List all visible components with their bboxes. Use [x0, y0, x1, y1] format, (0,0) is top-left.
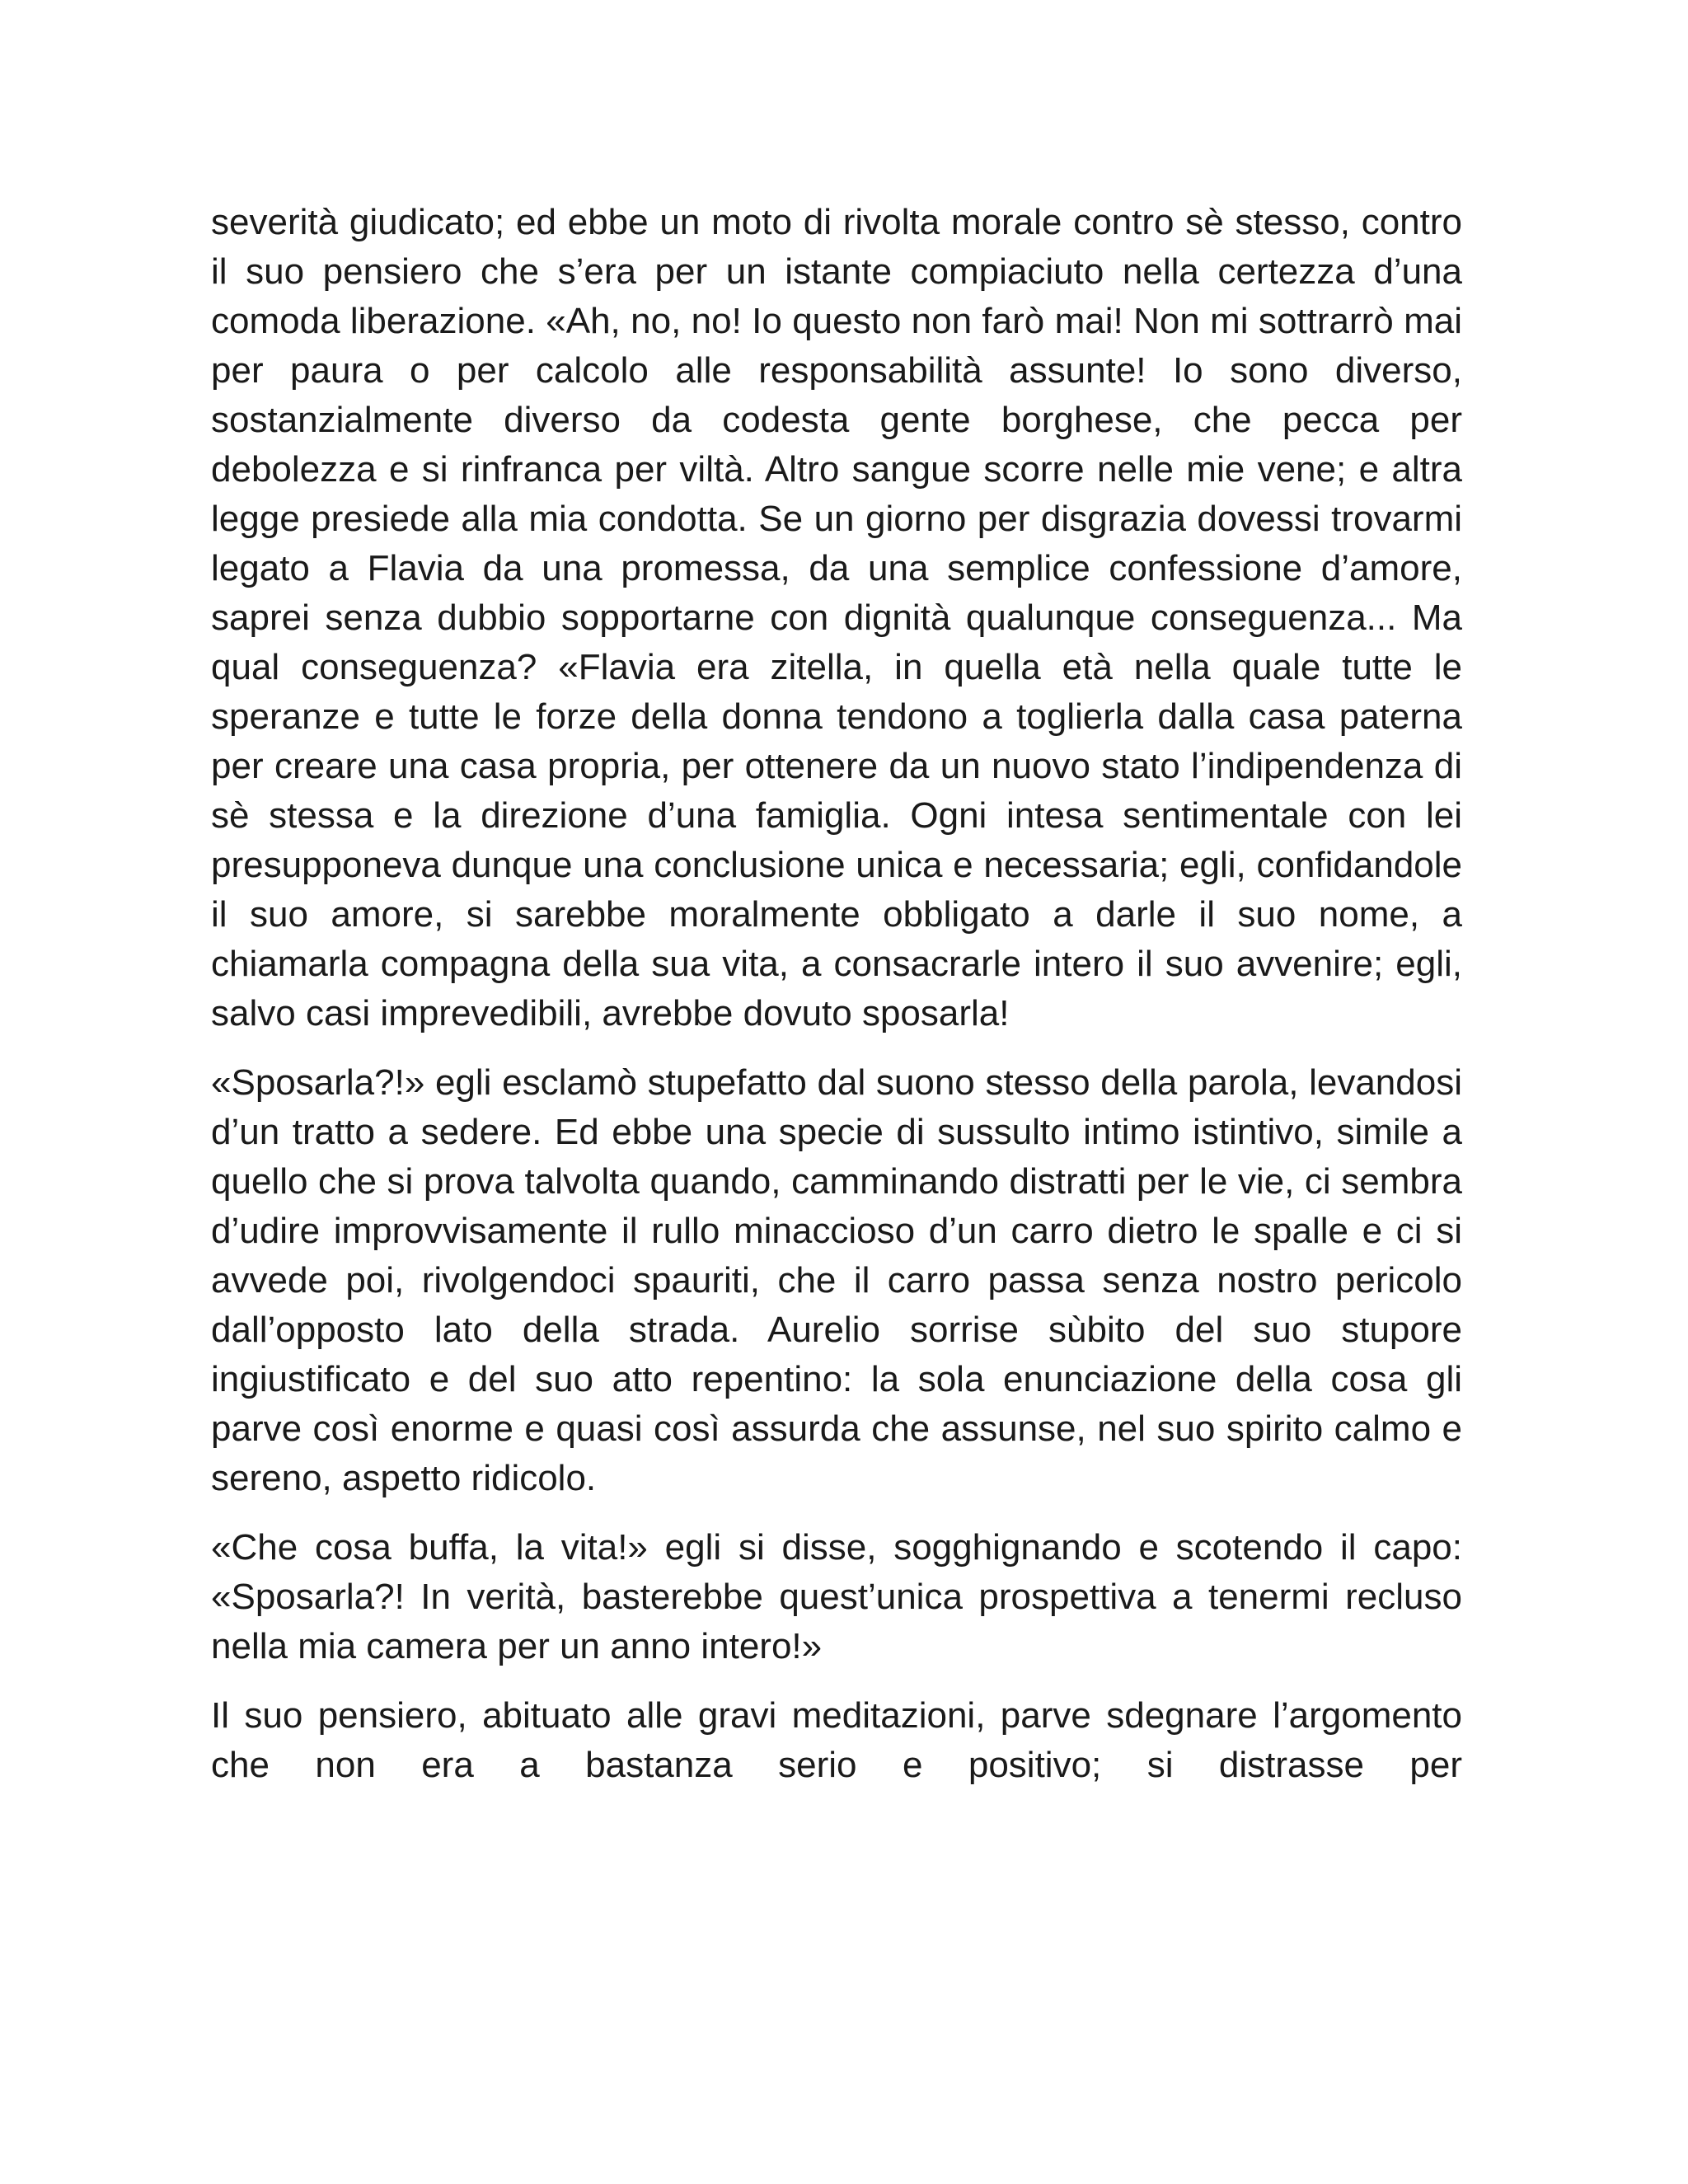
paragraph-3: «Che cosa buffa, la vita!» egli si disse, sogghignando e scotendo il capo: «Sposarla?! In verità, basterebbe quest’unica prospettiva a tenermi recluso nella mia camera per un anno intero!» — [211, 1527, 1462, 1666]
page-text — [211, 198, 1462, 1790]
paragraph-4: Il suo pensiero, abituato alle gravi meditazioni, parve sdegnare l’argomento che non era a bastanza serio e positivo; si distrasse per — [211, 1695, 1462, 1785]
paragraph-1: severità giudicato; ed ebbe un moto di rivolta morale contro sè stesso, contro il suo pensiero che s’era per un istante compiaciuto nella certezza d’una comoda liberazione. «Ah, no, no! Io questo non farò mai! Non mi sottrarrò mai per paura o per calcolo alle responsabilità assunte! Io sono diverso, sostanzialmente diverso da codesta gente borghese, che pecca per debolezza e si rinfranca per viltà. Altro sangue scorre nelle mie vene; e altra legge presiede alla mia condotta. Se un giorno per disgrazia dovessi trovarmi legato a Flavia da una promessa, da una semplice confessione d’amore, saprei senza dubbio sopportarne con dignità qualunque conseguenza... Ma qual conseguenza? «Flavia era zitella, in quella età nella quale tutte le speranze e tutte le forze della donna tendono a toglierla dalla casa paterna per creare una casa propria, per ottenere da un nuovo stato l’indipendenza di sè stessa e la direzione d’una famiglia. Ogni intesa sentimentale con lei presupponeva dunque una conclusione unica e necessaria; egli, confidandole il suo amore, si sarebbe moralmente obbligato a darle il suo nome, a chiamarla compagna della sua vita, a consacrarle intero il suo avvenire; egli, salvo casi imprevedibili, avrebbe dovuto sposarla! — [211, 202, 1462, 1033]
paragraph-2: «Sposarla?!» egli esclamò stupefatto dal suono stesso della parola, levandosi d’un tratto a sedere. Ed ebbe una specie di sussulto intimo istintivo, simile a quello che si prova talvolta quando, camminando distratti per le vie, ci sembra d’udire improvvisamente il rullo minaccioso d’un carro dietro le spalle e ci si avvede poi, rivolgendoci spauriti, che il carro passa senza nostro pericolo dall’opposto lato della strada. Aurelio sorrise sùbito del suo stupore ingiustificato e del suo atto repentino: la sola enunciazione della cosa gli parve così enorme e quasi così assurda che assunse, nel suo spirito calmo e sereno, aspetto ridicolo. — [211, 1062, 1462, 1498]
